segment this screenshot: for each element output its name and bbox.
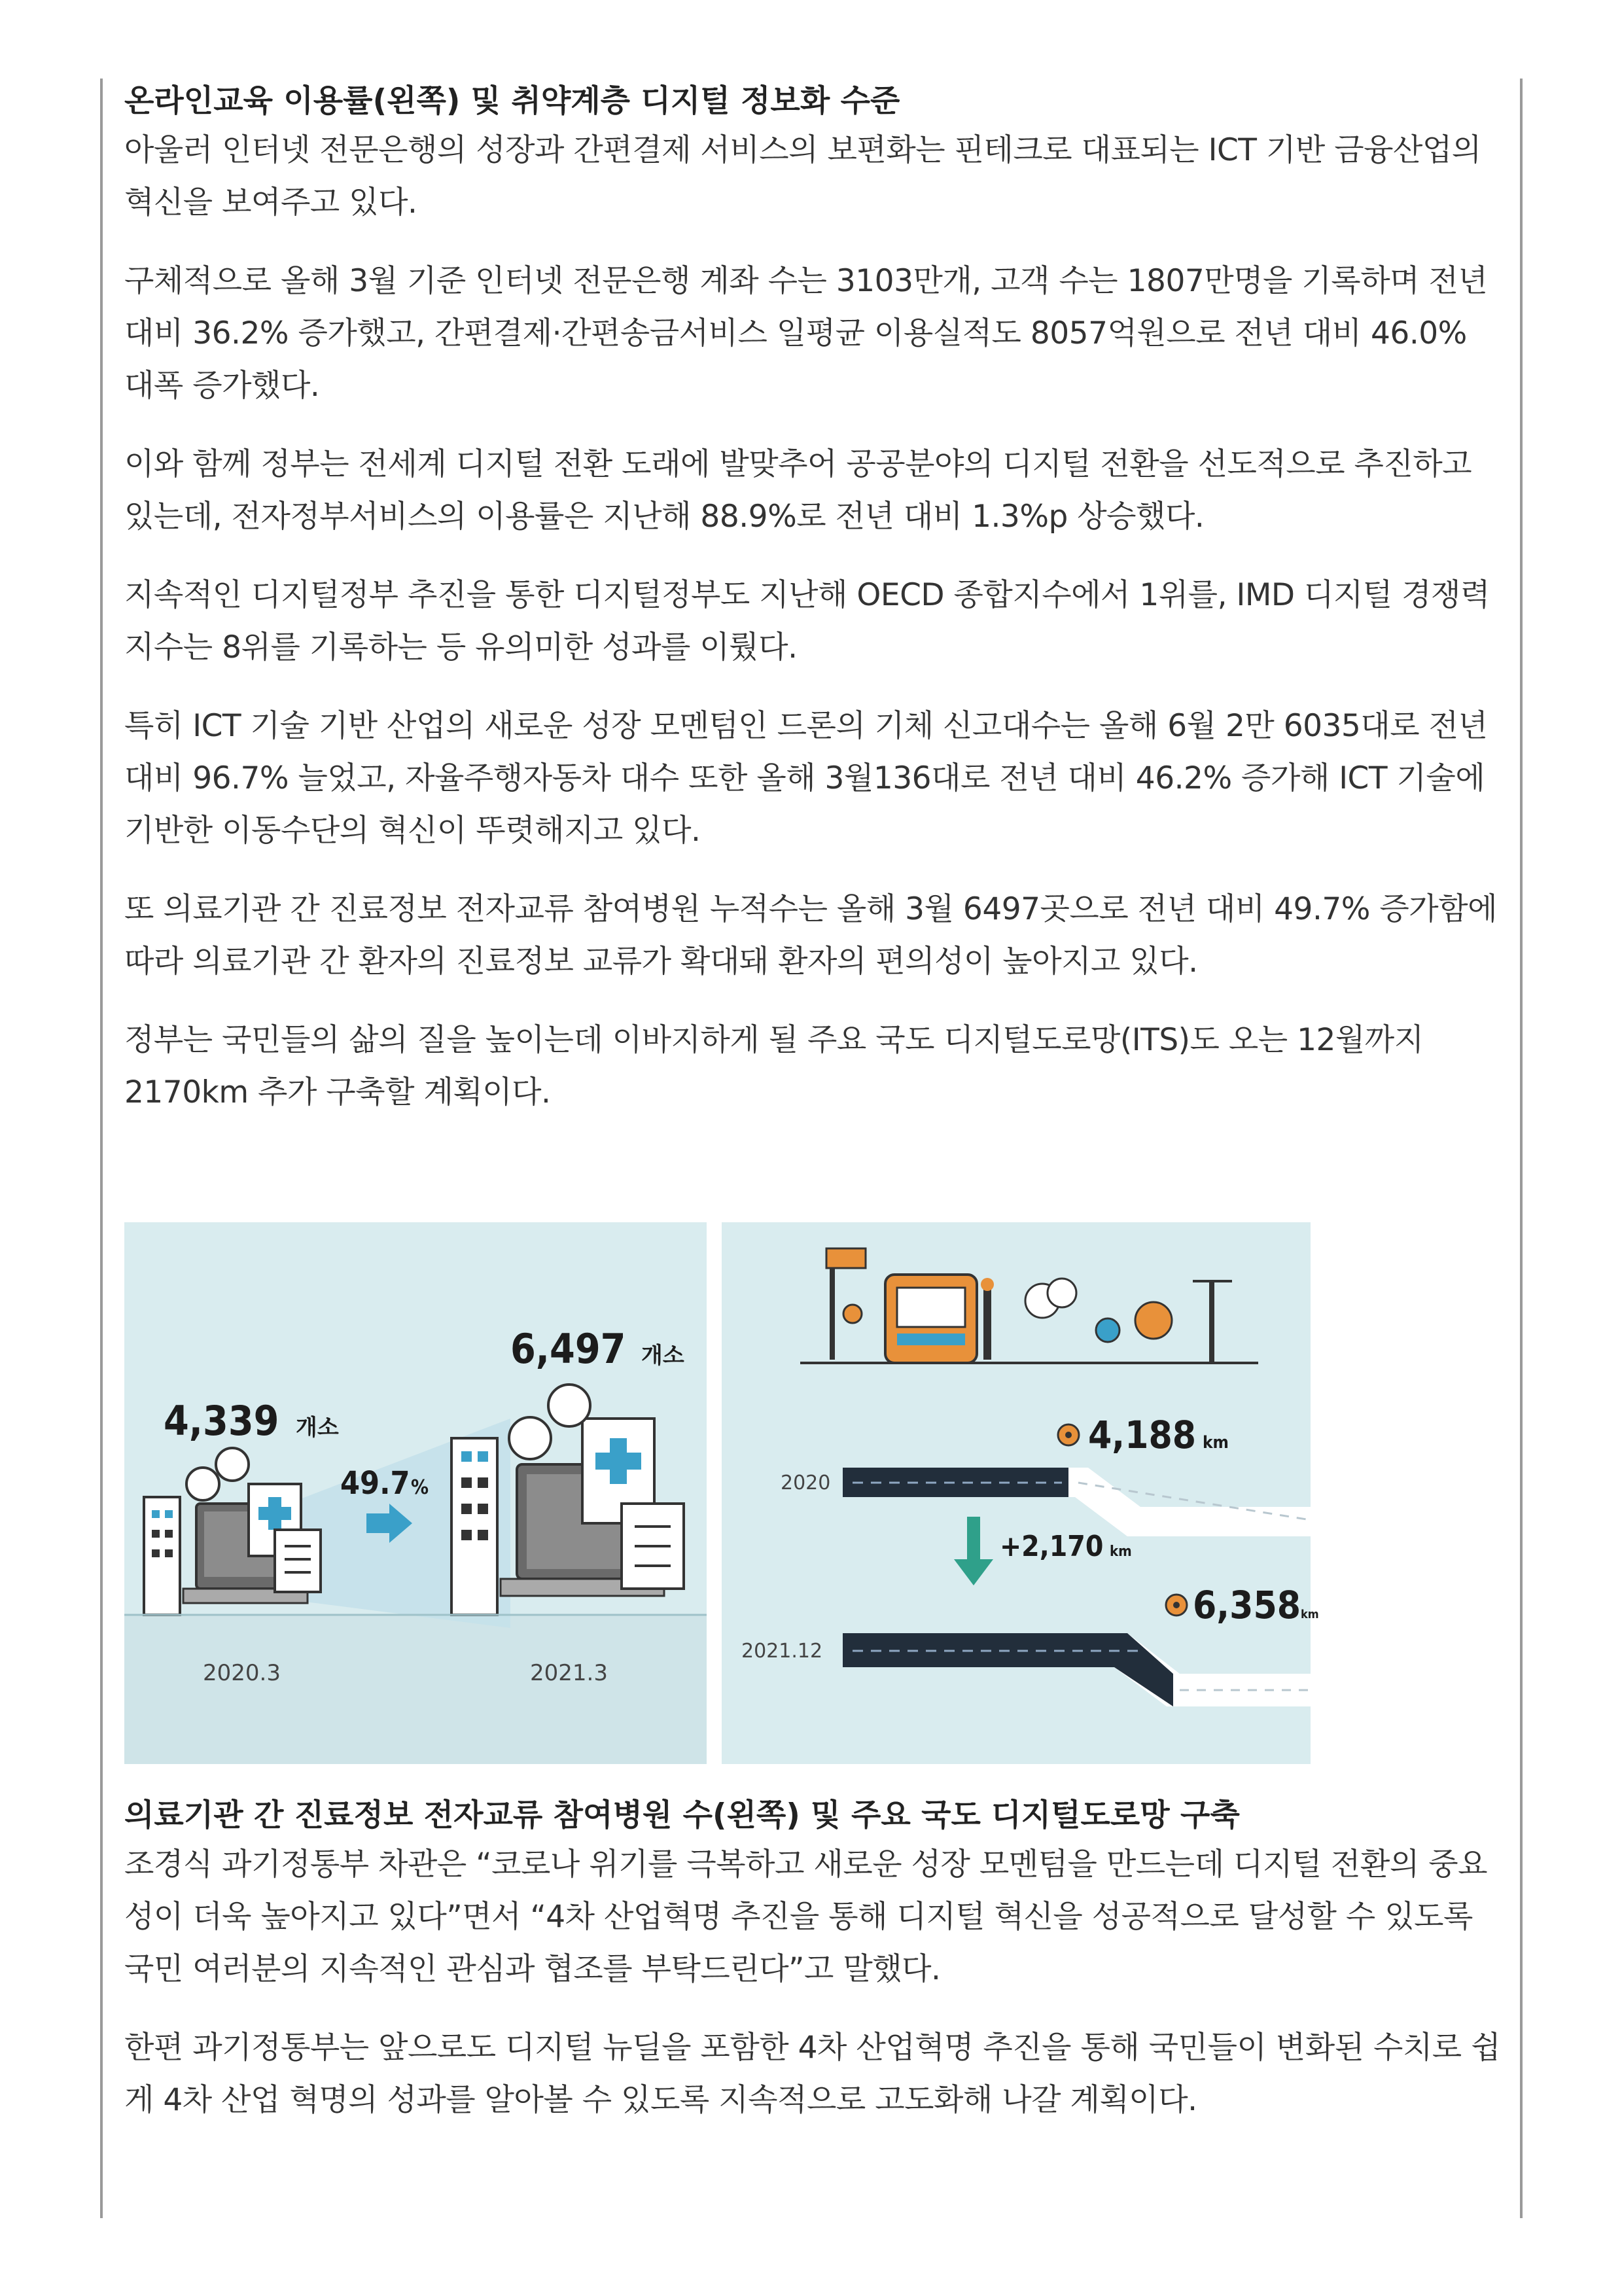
arrow-down-icon	[954, 1517, 993, 1585]
hospital-icon	[144, 1448, 321, 1615]
paragraph: 아울러 인터넷 전문은행의 성장과 간편결제 서비스의 보편화는 핀테크로 대표되는 ICT 기반 금융산업의 혁신을 보여주고 있다.	[124, 132, 1481, 221]
paragraph: 지속적인 디지털정부 추진을 통한 디지털정부도 지난해 OECD 종합지수에서 1위를, IMD 디지털 경쟁력 지수는 8위를 기록하는 등 유의미한 성과를 이뤘다.	[124, 577, 1490, 665]
unit-label: km	[1110, 1544, 1132, 1560]
article-bottom	[124, 1793, 1505, 2153]
road-increase: +2,170	[1000, 1530, 1104, 1563]
paragraph: 구체적으로 올해 3월 기준 인터넷 전문은행 계좌 수는 3103만개, 고객 수는 1807만명을 기록하며 전년 대비 36.2% 증가했고, 간편결제·간편송금서비스 일평균 이용실적도 8057억원으로 전년 대비 46.0% 대폭 증가했다.	[124, 263, 1488, 404]
year-label-2021: 2021.3	[530, 1660, 608, 1686]
growth-unit: %	[411, 1476, 429, 1499]
location-pin-icon	[1166, 1595, 1187, 1616]
unit-label: km	[1203, 1433, 1229, 1453]
year-label-2021: 2021.12	[741, 1640, 823, 1663]
hospital-icon	[451, 1385, 684, 1615]
road-length-2020: 4,188	[1088, 1413, 1197, 1457]
left-border-line	[100, 79, 103, 2218]
road-infographic	[722, 1222, 1319, 1764]
unit-label: 개소	[296, 1415, 339, 1441]
paragraph: 이와 함께 정부는 전세계 디지털 전환 도래에 발맞추어 공공분야의 디지털 전환을 선도적으로 추진하고 있는데, 전자정부서비스의 이용률은 지난해 88.9%로 전년 대비 1.3%p 상승했다.	[124, 446, 1472, 535]
growth-rate: 49.7	[340, 1465, 410, 1502]
paragraph: 특히 ICT 기술 기반 산업의 새로운 성장 모멘텀인 드론의 기체 신고대수는 올해 6월 2만 6035대로 전년 대비 96.7% 늘었고, 자율주행자동차 대수 또한 올해 3월136대로 전년 대비 46.2% 증가해 ICT 기술에 기반한 이동수단의 혁신이 뚜렷해지고 있다.	[124, 708, 1488, 849]
article-top	[124, 79, 1505, 1145]
year-label-2020: 2020	[781, 1472, 831, 1494]
road-length-2021: 6,358	[1193, 1583, 1301, 1627]
paragraph: 또 의료기관 간 진료정보 전자교류 참여병원 누적수는 올해 3월 6497곳으로 전년 대비 49.7% 증가함에 따라 의료기관 간 환자의 진료정보 교류가 확대돼 환자의 편의성이 높아지고 있다.	[124, 891, 1498, 980]
hospital-count-2020: 4,339	[164, 1397, 279, 1445]
hospital-infographic	[124, 1222, 707, 1764]
image-caption-2: 의료기관 간 진료정보 전자교류 참여병원 수(왼쪽) 및 주요 국도 디지털도로망 구축	[124, 1797, 1240, 1833]
paragraph: 한편 과기정통부는 앞으로도 디지털 뉴딜을 포함한 4차 산업혁명 추진을 통해 국민들이 변화된 수치로 쉽게 4차 산업 혁명의 성과를 알아볼 수 있도록 지속적으로 고도화해 나갈 계획이다.	[124, 2030, 1501, 2118]
bus-stop-illustration	[800, 1248, 1258, 1363]
right-border-line	[1520, 79, 1523, 2218]
hospital-count-2021: 6,497	[510, 1325, 626, 1373]
unit-label: km	[1301, 1608, 1319, 1621]
paragraph: 정부는 국민들의 삶의 질을 높이는데 이바지하게 될 주요 국도 디지털도로망(ITS)도 오는 12월까지 2170km 추가 구축할 계획이다.	[124, 1022, 1424, 1110]
location-pin-icon	[1058, 1424, 1079, 1445]
unit-label: 개소	[641, 1343, 684, 1369]
year-label-2020: 2020.3	[203, 1660, 281, 1686]
paragraph: 조경식 과기정통부 차관은 “코로나 위기를 극복하고 새로운 성장 모멘텀을 만드는데 디지털 전환의 중요성이 더욱 높아지고 있다”면서 “4차 산업혁명 추진을 통해 디지털 혁신을 성공적으로 달성할 수 있도록 국민 여러분의 지속적인 관심과 협조를 부탁드린다”고 말했다.	[124, 1846, 1488, 1987]
image-caption-1: 온라인교육 이용률(왼쪽) 및 취약계층 디지털 정보화 수준	[124, 83, 900, 119]
